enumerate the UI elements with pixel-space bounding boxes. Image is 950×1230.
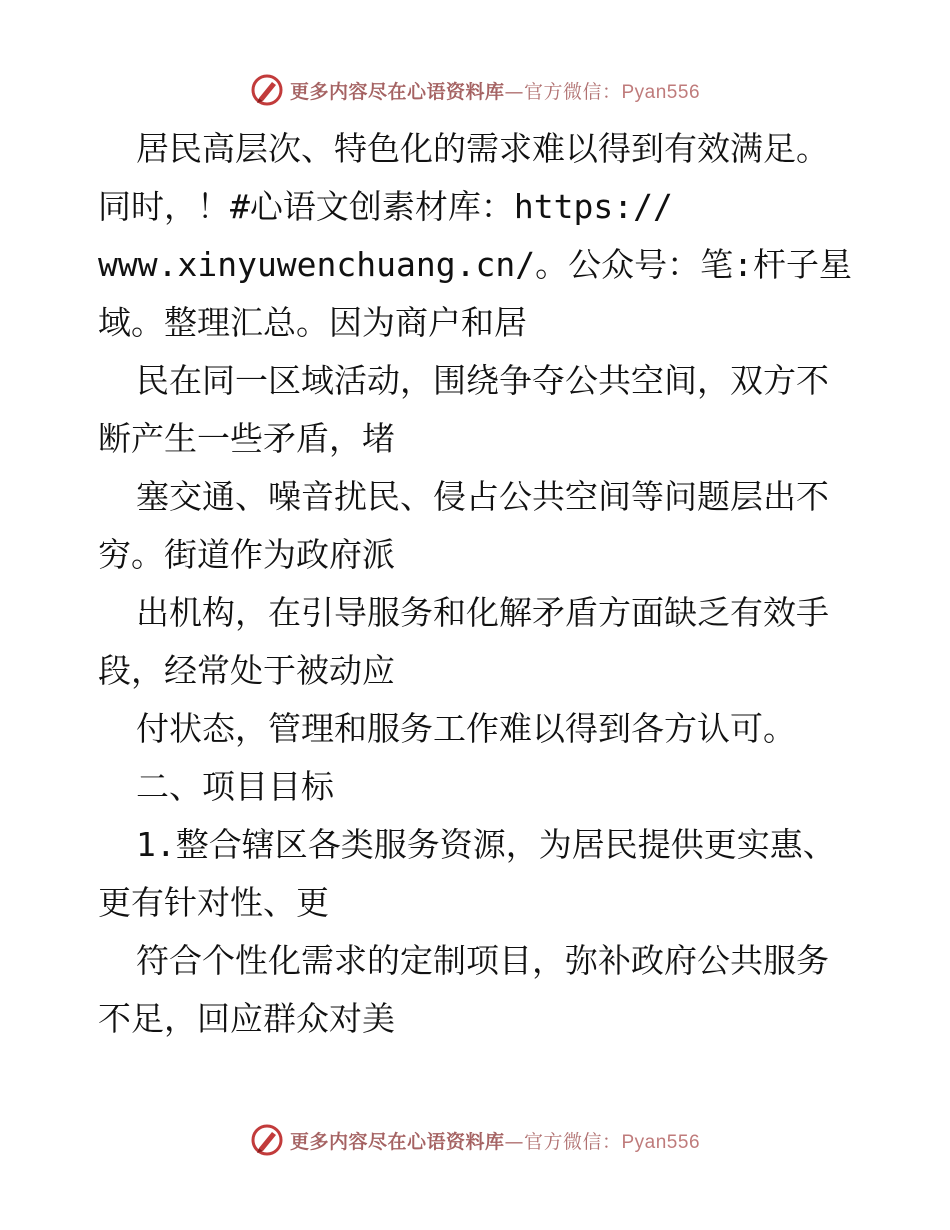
document-body [98, 120, 868, 1048]
footer-text-wechat-id: Pyan556 [621, 1131, 701, 1153]
body-line: 付状态，管理和服务工作难以得到各方认可。 [136, 709, 796, 748]
body-line: 塞交通、噪音扰民、侵占公共空间等问题层出不 [136, 477, 829, 516]
body-line: 同时，！#心语文创素材库：https:// [98, 187, 673, 226]
body-line: 1.整合辖区各类服务资源，为居民提供更实惠、 [136, 825, 836, 864]
body-line: 断产生一些矛盾，堵 [98, 419, 395, 458]
body-line: 符合个性化需求的定制项目，弥补政府公共服务 [136, 941, 829, 980]
body-line: 民在同一区域活动，围绕争夺公共空间，双方不 [136, 361, 829, 400]
body-line: 出机构，在引导服务和化解矛盾方面缺乏有效手 [136, 593, 829, 632]
body-line: www.xinyuwenchuang.cn/。公众号：笔:杆子星 [98, 245, 852, 284]
body-line: 不足，回应群众对美 [98, 999, 395, 1038]
footer-text-main: 更多内容尽在心语资料库 [289, 1130, 505, 1153]
header-text [290, 77, 700, 104]
header-text-main: 更多内容尽在心语资料库 [289, 80, 505, 103]
body-line: 更有针对性、更 [98, 883, 329, 922]
header-text-wechat-id: Pyan556 [621, 81, 701, 103]
body-line: 居民高层次、特色化的需求难以得到有效满足。 [136, 129, 829, 168]
body-line: 穷。街道作为政府派 [98, 535, 395, 574]
footer-text [290, 1127, 700, 1154]
pen-logo-icon [250, 1123, 284, 1157]
footer-text-wechat-label: —官方微信： [504, 1130, 622, 1153]
header-text-wechat-label: —官方微信： [504, 80, 622, 103]
header-banner [0, 70, 950, 110]
footer-banner [0, 1120, 950, 1160]
pen-logo-icon [250, 73, 284, 107]
body-line: 域。整理汇总。因为商户和居 [98, 303, 527, 342]
body-line: 段，经常处于被动应 [98, 651, 395, 690]
section-heading: 二、项目目标 [136, 767, 334, 806]
